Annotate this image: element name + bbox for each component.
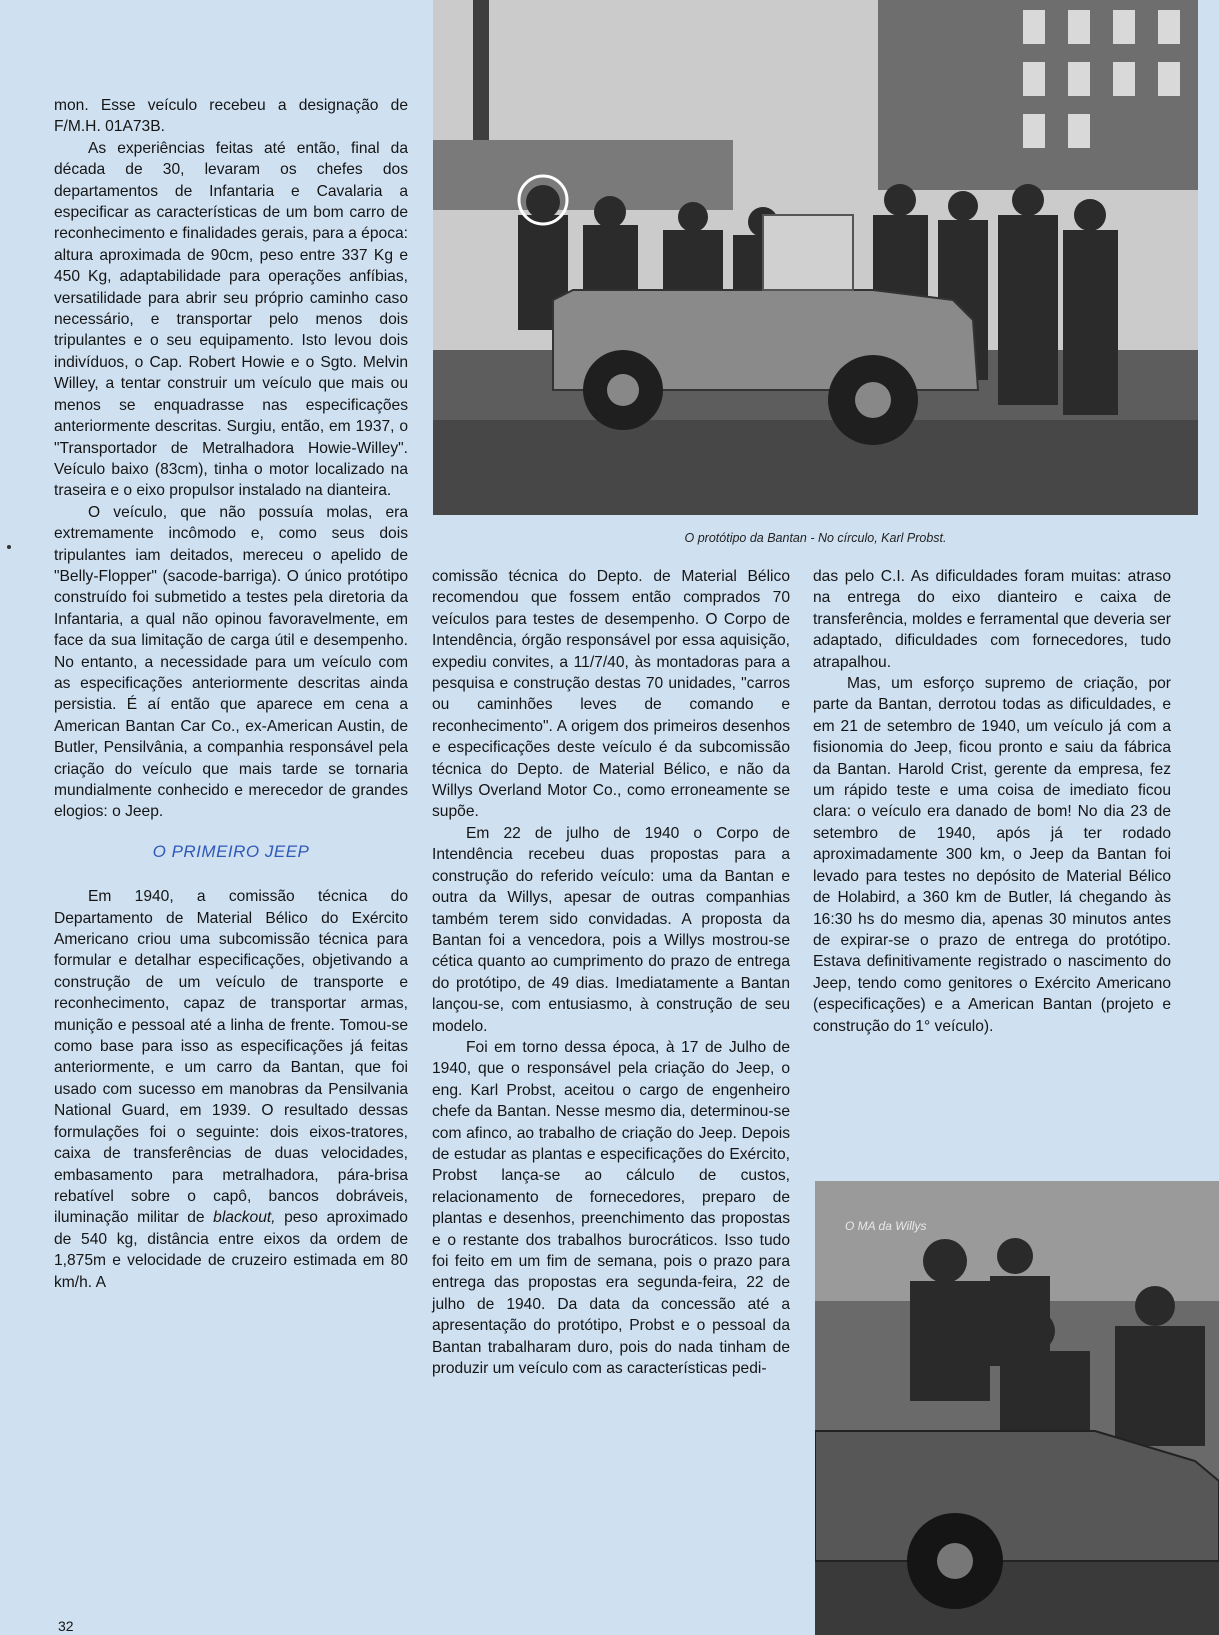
bantan-prototype-photo [433,0,1198,515]
paragraph: Foi em torno dessa época, à 17 de Julho de 1940, que o responsável pela criação do Jeep, o eng. Karl Probst, aceitou o cargo de engenheiro chefe da Bantan. Nesse mesmo dia, determinou-se com afinco, ao trabalho de criação do Jeep. Depois de estudar as plantas e especificações do Exército, Probst lança-se ao cálculo de custos, relacionamento de fornecedores, preparo de plantas e desenhos, preenchimento das propostas e o restante dos trabalhos burocráticos. Isso tudo foi feito em um fim de semana, pois o prazo para entrega das propostas era segunda-feira, 22 de julho de 1940. Da data da concessão até a apresentação do protótipo, Probst e o pessoal da Bantan trabalharam duro, pois do nada tinham de produzir um veículo com as características pedi- [432,1038,790,1378]
text-column-1 [54,95,408,1293]
photo-caption: O protótipo da Bantan - No círculo, Karl Probst. [684,531,947,545]
photo-illustration [433,0,1198,515]
paragraph: Em 22 de julho de 1940 o Corpo de Intendência recebeu duas propostas para a construção do referido veículo: uma da Bantan e outra da Willys, apesar de outras companhias também terem sido convidadas. A proposta da Bantan foi a vencedora, pois a Willys mostrou-se cética quanto ao cumprimento do prazo de entrega do protótipo, de 49 dias. Imediatamente a Bantan lançou-se, com entusiasmo, à construção de seu modelo. [432,824,790,1035]
paragraph-text: Em 1940, a comissão técnica do Departamento de Material Bélico do Exército Americano criou uma subcomissão técnica para formular e detalhar especificações, objetivando a construção de um veículo de transporte e reconhecimento, capaz de transportar armas, munição e pessoal até a linha de frente. Tomou-se como base para isso as especificações já feitas anteriormente, e um carro da Bantan, que foi usado com sucesso em manobras da Pensilvania National Guard, em 1939. O resultado dessas formulações foi o seguinte: dois eixos-tratores, caixa de transferências de duas velocidades, embasamento para metralhadora, pára-brisa rebatível sobre o capô, bancos dobráveis, iluminação militar de [54,888,408,1227]
emphasis-text: blackout, [213,1209,276,1227]
photo-caption: O MA da Willys [845,1219,927,1233]
photo-illustration [815,1181,1219,1635]
paragraph: As experiências feitas até então, final da década de 30, levaram os chefes dos departamentos de Infantaria e Cavalaria a especificar as características de um bom carro de reconhecimento e finalidades gerais, para a época: altura aproximada de 90cm, peso entre 337 Kg e 450 Kg, adaptabilidade para operações anfíbias, versatilidade para abrir seu próprio caminho caso necessário, e transportar pelo menos dois tripulantes e o seu equipamento. Isto levou dois indivíduos, o Cap. Robert Howie e o Sgto. Melvin Willey, a tentar construir um veículo que mais ou menos se enquadrasse nas especificações anteriormente descritas. Surgiu, então, em 1937, o "Transportador de Metralhadora Howie-Willey". Veículo baixo (83cm), tinha o motor localizado na traseira e o eixo propulsor instalado na dianteira. [54,139,408,500]
paragraph: O veículo, que não possuía molas, era extremamente incômodo e, como seus dois tripulantes iam deitados, mereceu o apelido de "Belly-Flopper" (sacode-barriga). O único protótipo construído foi submetido a testes pela diretoria da Infantaria, a qual não opinou favoravelmente, em face da sua limitação de carga útil e desempenho. No entanto, a necessidade para um veículo com as especificações anteriormente descritas ainda persistia. É aí então que aparece em cena a American Bantan Car Co., ex-American Austin, de Butler, Pensilvânia, a companhia responsável pela criação do veículo que mais tarde se tornaria mundialmente conhecido e merecedor de grandes elogios: o Jeep. [54,503,408,821]
paragraph [54,886,408,1293]
paragraph: comissão técnica do Depto. de Material Bélico recomendou que fossem então comprados 70 veículos para testes de desempenho. O Corpo de Intendência, órgão responsável por essa aquisição, expediu convites, a 11/7/40, às montadoras para a pesquisa e construção destas 70 unidades, "carros ou caminhões leves de comando e reconhecimento". A origem dos primeiros desenhos e especificações deste veículo é da subcomissão técnica do Depto. de Material Bélico, e não da Willys Overland Motor Co., como erroneamente se supõe. [432,568,790,821]
paragraph: Mas, um esforço supremo de criação, por parte da Bantan, derrotou todas as dificuldades, e em 21 de setembro de 1940, um veículo já com a fisionomia do Jeep, ficou pronto e saiu da fábrica da Bantan. Harold Crist, gerente da empresa, fez um rápido teste e uma coisa de imediato ficou clara: o veículo era danado de bom! No dia 23 de setembro de 1940, após já ter rodado aproximadamente 300 km, o Jeep da Bantan foi levado para testes no depósito de Material Bélico de Holabird, a 360 km de Butler, lá chegando às 16:30 hs do mesmo dia, apenas 30 minutos antes de expirar-se o prazo de entrega do protótipo. Estava definitivamente registrado o nascimento do Jeep, tendo como genitores o Exército Americano (especificações) e a American Bantan (projeto e construção do 1° veículo). [813,675,1171,1035]
paragraph: mon. Esse veículo recebeu a designação de F/M.H. 01A73B. [54,97,408,136]
text-column-3 [813,566,1171,1037]
paragraph: das pelo C.I. As dificuldades foram muitas: atraso na entrega do eixo dianteiro e caixa de transferência, moldes e ferramental que deveria ser adaptado, dificuldades com fornecedores, tudo atrapalhou. [813,568,1171,671]
text-column-2 [432,566,790,1379]
section-heading: O PRIMEIRO JEEP [152,841,310,861]
paragraph-text: peso aproximado de 540 kg, distância entre eixos da ordem de 1,875m e velocidade de cruzeiro estimada em 80 km/h. A [54,1209,408,1291]
page-number: 32 [58,1618,74,1634]
willys-ma-photo [815,1181,1219,1635]
margin-mark [7,545,11,549]
